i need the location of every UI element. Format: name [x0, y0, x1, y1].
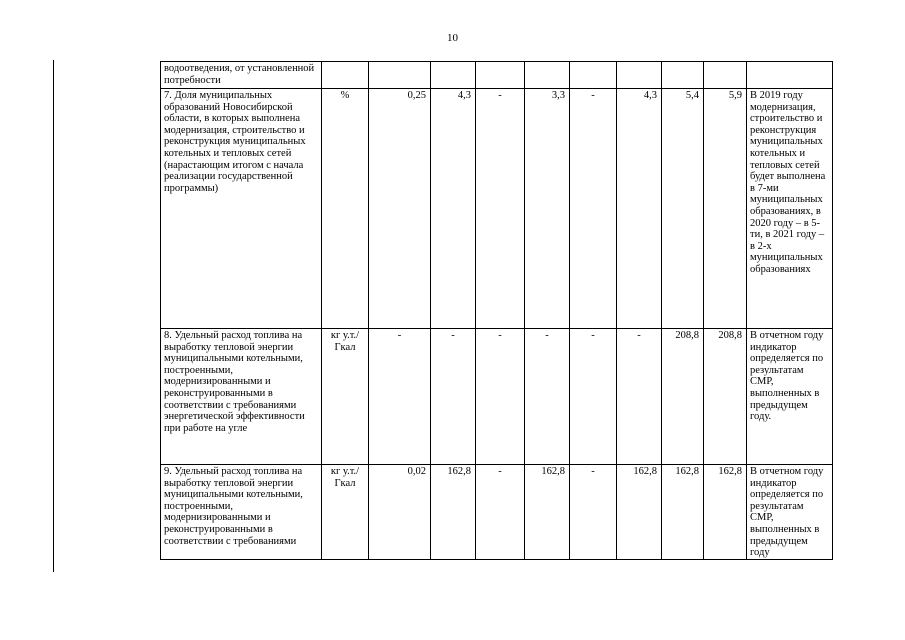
value-cell: - [617, 329, 662, 465]
value-cell: 162,8 [704, 465, 747, 560]
unit-cell: кг у.т./ Гкал [322, 329, 369, 465]
value-cell: - [525, 329, 570, 465]
value-cell: 0,02 [369, 465, 431, 560]
value-cell: - [369, 329, 431, 465]
value-cell: - [570, 465, 617, 560]
value-cell: - [570, 89, 617, 329]
table-row [161, 329, 833, 465]
unit-cell: % [322, 89, 369, 329]
table-row [161, 62, 833, 89]
note-cell: В 2019 году модернизация, строительство и реконструкция муниципальных котельных и тепловых сетей будет выполнена в 7-ми муниципальных образованиях, в 2020 году – в 5-ти, в 2021 году – в 2-х муниципальных образованиях [747, 89, 833, 329]
value-cell: 162,8 [525, 465, 570, 560]
note-cell: В отчетном году индикатор определяется по результатам СМР, выполненных в предыдущем году [747, 465, 833, 560]
value-cell [704, 62, 747, 89]
value-cell: 162,8 [662, 465, 704, 560]
value-cell: 208,8 [662, 329, 704, 465]
value-cell: - [570, 329, 617, 465]
value-cell: 162,8 [617, 465, 662, 560]
indicator-name-cell: 7. Доля муниципальных образований Новосибирской области, в которых выполнена модернизация, строительство и реконструкция муниципальных котельных и тепловых сетей (нарастающим итогом с начала реализации государственной программы) [161, 89, 322, 329]
value-cell: 3,3 [525, 89, 570, 329]
value-cell [617, 62, 662, 89]
value-cell: 5,4 [662, 89, 704, 329]
indicator-name-cell: 9. Удельный расход топлива на выработку тепловой энергии муниципальными котельными, построенными, модернизированными и реконструированными в соответствии с требованиями [161, 465, 322, 560]
value-cell: - [476, 329, 525, 465]
note-cell [747, 62, 833, 89]
value-cell [525, 62, 570, 89]
value-cell: 4,3 [617, 89, 662, 329]
value-cell: - [476, 89, 525, 329]
unit-cell: кг у.т./ Гкал [322, 465, 369, 560]
note-cell: В отчетном году индикатор определяется по результатам СМР, выполненных в предыдущем году. [747, 329, 833, 465]
margin-rule [53, 60, 54, 572]
page-number: 10 [447, 32, 458, 44]
value-cell: 0,25 [369, 89, 431, 329]
unit-cell [322, 62, 369, 89]
value-cell: - [431, 329, 476, 465]
value-cell: 5,9 [704, 89, 747, 329]
value-cell: 162,8 [431, 465, 476, 560]
table-row [161, 465, 833, 560]
value-cell: 4,3 [431, 89, 476, 329]
value-cell [369, 62, 431, 89]
value-cell [476, 62, 525, 89]
indicator-name-cell: водоотведения, от установленной потребности [161, 62, 322, 89]
value-cell: 208,8 [704, 329, 747, 465]
value-cell: - [476, 465, 525, 560]
table-row [161, 89, 833, 329]
indicator-name-cell: 8. Удельный расход топлива на выработку тепловой энергии муниципальными котельными, построенными, модернизированными и реконструированными в соответствии с требованиями энергетической эффективности при работе на угле [161, 329, 322, 465]
value-cell [570, 62, 617, 89]
value-cell [662, 62, 704, 89]
value-cell [431, 62, 476, 89]
indicators-table [160, 61, 833, 560]
